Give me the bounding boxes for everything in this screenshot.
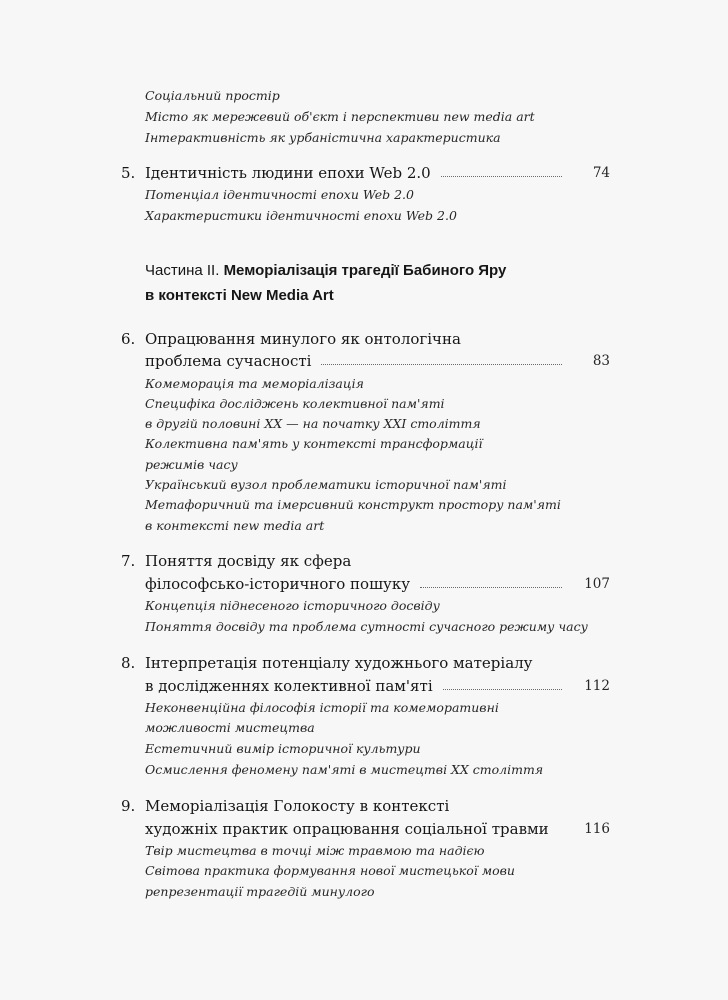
toc-subitem: в контексті new media art: [145, 518, 325, 533]
toc-subitem: Соціальний простір: [145, 88, 280, 103]
toc-subitem: Світова практика формування нової мистецької мови: [145, 863, 515, 878]
toc-subitem: Характеристики ідентичності епохи Web 2.0: [145, 208, 457, 223]
part-heading-line2: [145, 284, 334, 308]
part-prefix: Частина II.: [145, 262, 220, 279]
chapter-page-number: 116: [584, 821, 610, 837]
toc-subitem: Комеморація та меморіалізація: [145, 376, 364, 391]
toc-subitem: режимів часу: [145, 457, 238, 472]
toc-subitem: Специфіка досліджень колективної пам'яті: [145, 396, 445, 411]
toc-subitem: можливості мистецтва: [145, 720, 315, 735]
chapter-title: художніх практик опрацювання соціальної травми: [145, 820, 549, 838]
toc-subitem: Неконвенційна філософія історії та комеморативні: [145, 700, 499, 715]
toc-subitem: Потенціал ідентичності епохи Web 2.0: [145, 187, 414, 202]
chapter-number: 9.: [121, 797, 136, 815]
part-heading: [145, 259, 506, 283]
chapter-title: Поняття досвіду як сфера: [145, 552, 352, 570]
chapter-title: Опрацювання минулого як онтологічна: [145, 330, 461, 348]
chapter-number: 6.: [121, 330, 136, 348]
toc-subitem: Інтерактивність як урбаністична характеристика: [145, 130, 501, 145]
chapter-title: Меморіалізація Голокосту в контексті: [145, 797, 450, 815]
chapter-page-number: 74: [592, 165, 610, 181]
dot-leader: [420, 587, 562, 588]
chapter-title: філософсько-історичного пошуку: [145, 575, 411, 593]
dot-leader: [443, 689, 562, 690]
chapter-title: Інтерпретація потенціалу художнього матеріалу: [145, 654, 533, 672]
toc-subitem: Український вузол проблематики історичної пам'яті: [145, 477, 507, 492]
toc-subitem: Естетичний вимір історичної культури: [145, 741, 421, 756]
toc-subitem: Концепція піднесеного історичного досвіду: [145, 598, 440, 613]
chapter-title: проблема сучасності: [145, 352, 312, 370]
dot-leader: [441, 176, 562, 177]
toc-subitem: Метафоричний та імерсивний конструкт простору пам'яті: [145, 497, 561, 512]
toc-subitem: Твір мистецтва в точці між травмою та надією: [145, 843, 485, 858]
chapter-number: 8.: [121, 654, 136, 672]
part-title-line1: Меморіалізація трагедії Бабиного Яру: [223, 262, 507, 279]
toc-subitem: Колективна пам'ять у контексті трансформації: [145, 436, 483, 451]
chapter-page-number: 83: [592, 353, 610, 369]
chapter-number: 7.: [121, 552, 136, 570]
chapter-title: Ідентичність людини епохи Web 2.0: [145, 164, 431, 182]
toc-subitem: репрезентації трагедій минулого: [145, 884, 375, 899]
chapter-page-number: 107: [584, 576, 610, 592]
chapter-page-number: 112: [584, 678, 610, 694]
toc-subitem: Поняття досвіду та проблема сутності сучасного режиму часу: [145, 619, 588, 634]
toc-subitem: Місто як мережевий об'єкт і перспективи new media art: [145, 109, 535, 124]
toc-subitem: в другій половині XX — на початку XXI століття: [145, 416, 481, 431]
part-title-line2: в контексті New Media Art: [145, 287, 334, 304]
toc-subitem: Осмислення феномену пам'яті в мистецтві XX століття: [145, 762, 544, 777]
chapter-number: 5.: [121, 164, 136, 182]
chapter-title: в дослідженнях колективної пам'яті: [145, 677, 433, 695]
dot-leader: [321, 364, 562, 365]
